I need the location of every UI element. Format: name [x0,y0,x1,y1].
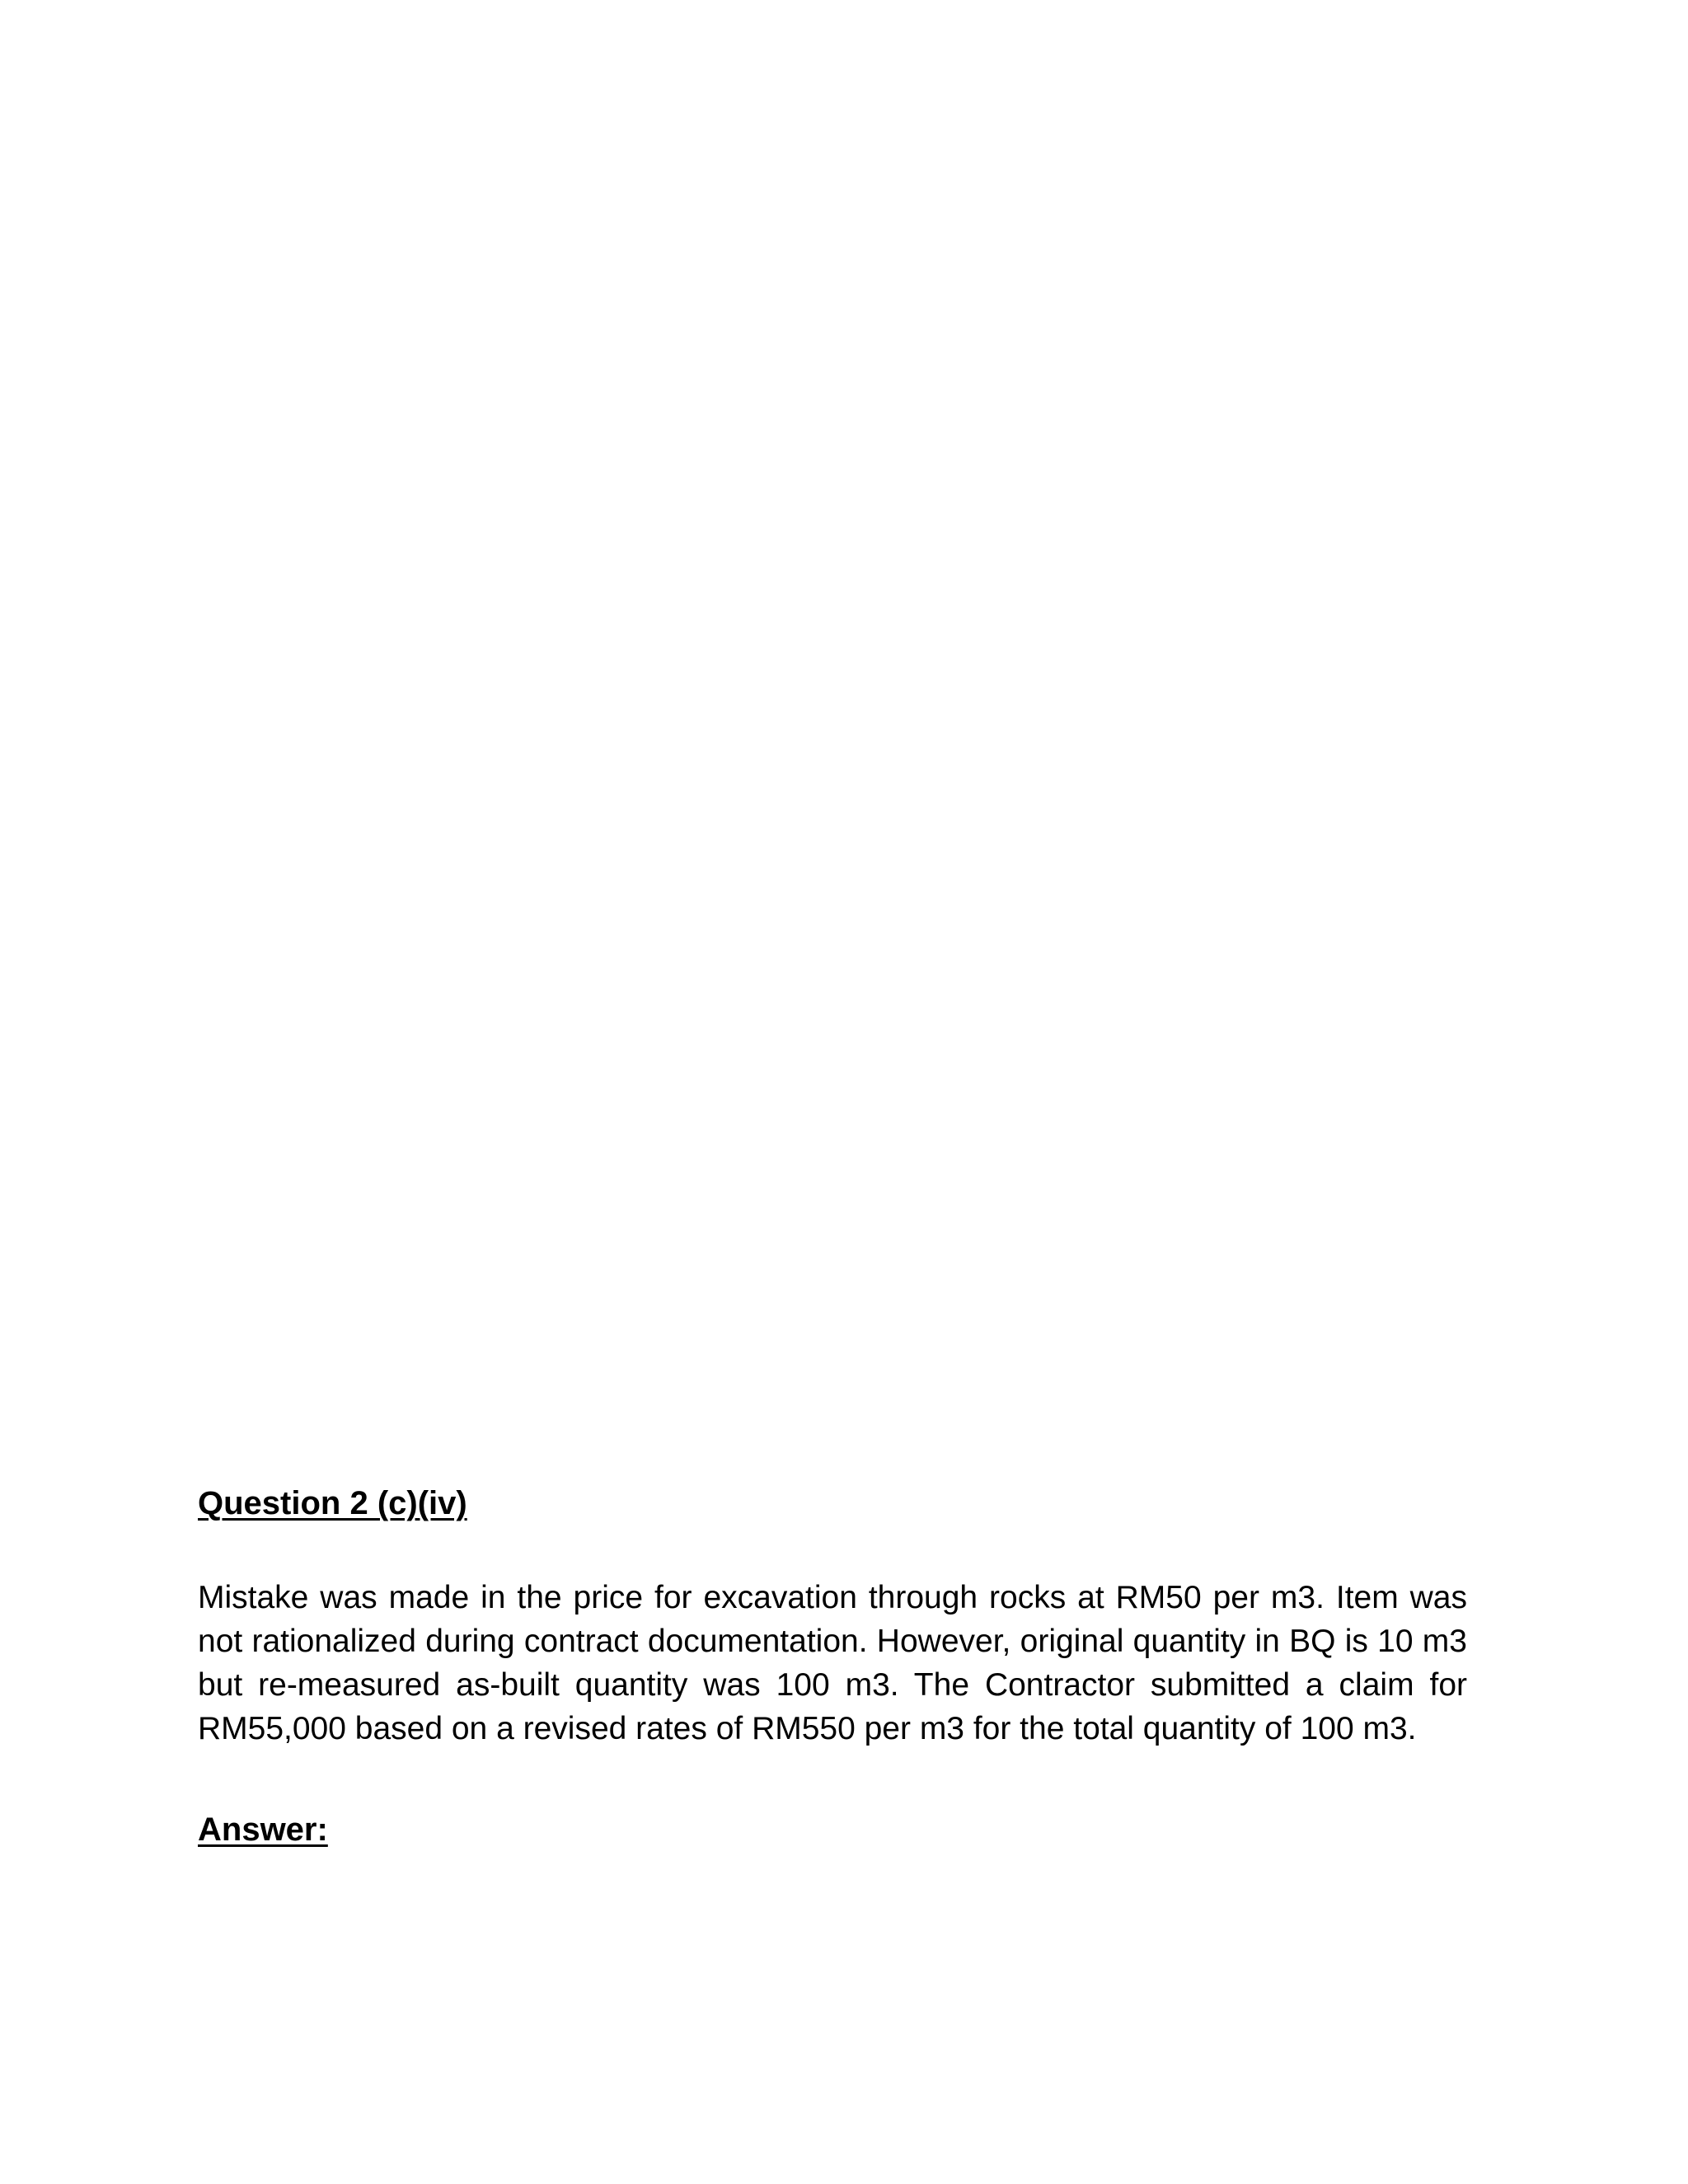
question-heading: Question 2 (c)(iv) [198,1485,467,1521]
question-text: Mistake was made in the price for excavation through rocks at RM50 per m3. Item was not rationalized during contract documentation. However, original quantity in BQ is 10 m3 but re-measured as-built quantity was 100 m3. The Contractor submitted a claim for RM55,000 based on a revised rates of RM550 per m3 for the total quantity of 100 m3. [198,1580,1467,1746]
answer-heading: Answer: [198,1811,328,1848]
